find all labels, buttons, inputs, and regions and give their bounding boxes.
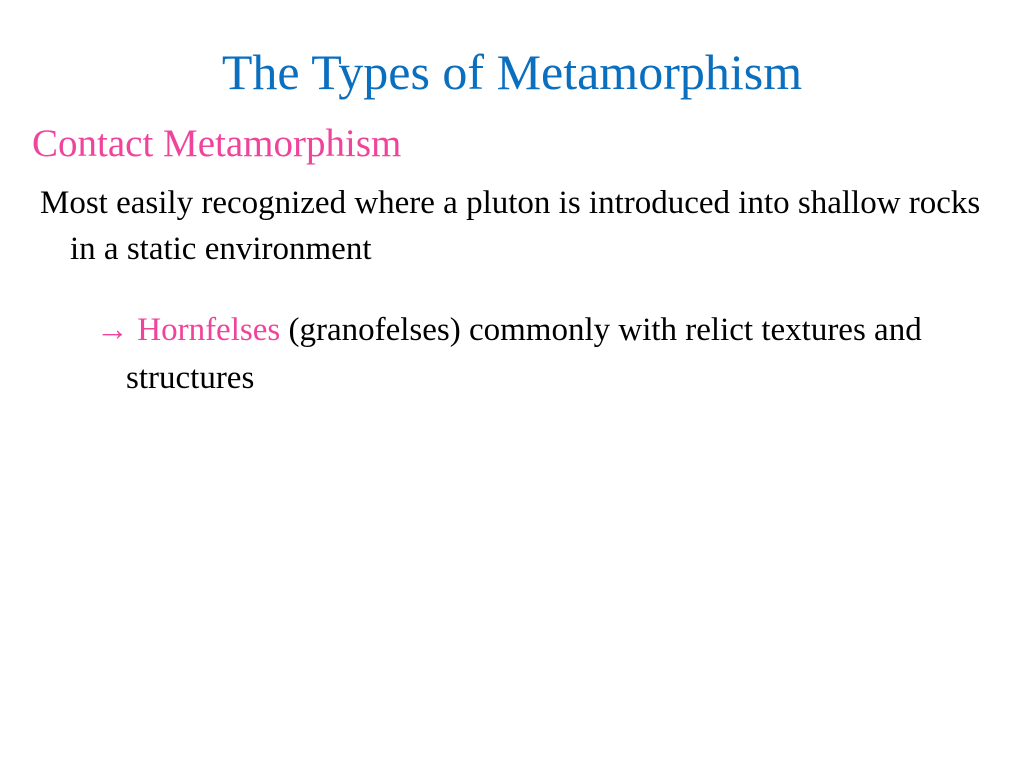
bullet-text: (granofelses) commonly with relict textures and structures	[126, 312, 922, 396]
body-paragraph: Most easily recognized where a pluton is introduced into shallow rocks in a static environment	[40, 185, 981, 267]
right-arrow-icon: →	[96, 312, 129, 348]
slide-title: The Types of Metamorphism	[221, 44, 803, 100]
slide-subtitle: Contact Metamorphism	[32, 122, 402, 165]
bullet-item	[96, 306, 986, 402]
highlight-term: Hornfelses	[137, 312, 281, 348]
